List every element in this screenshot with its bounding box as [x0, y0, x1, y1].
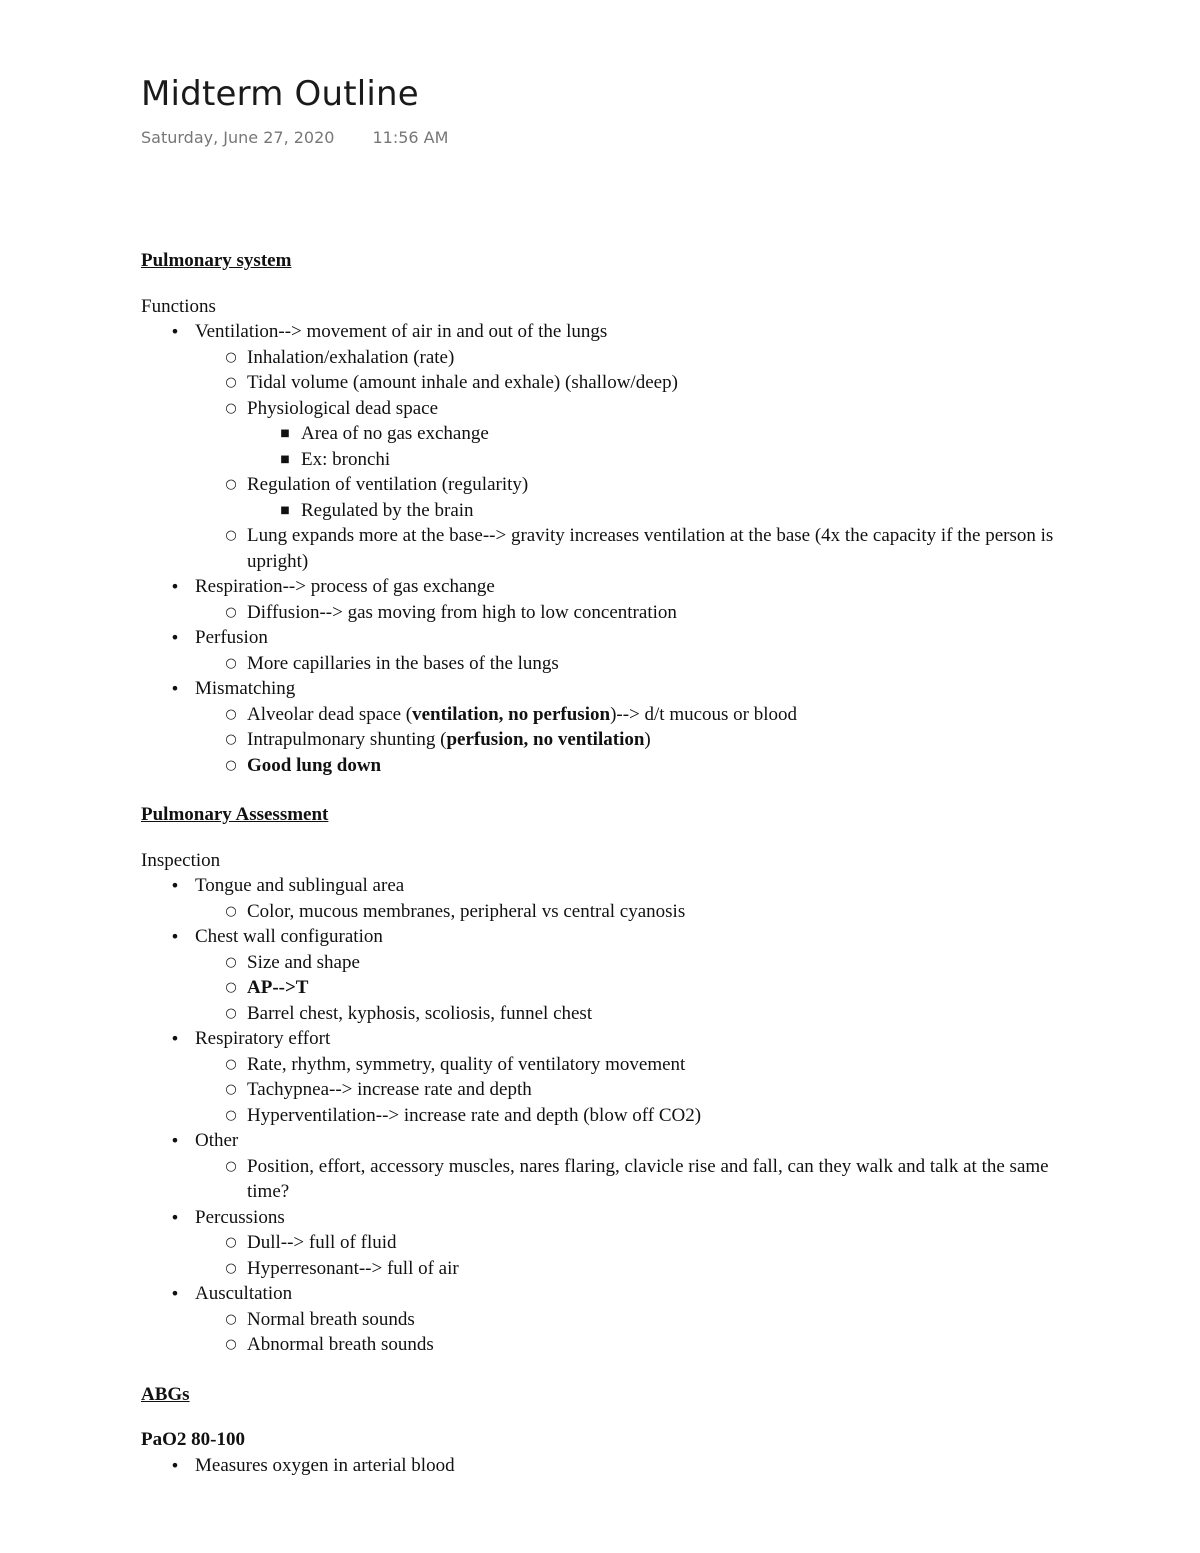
- bullet-disc-icon: •: [170, 1131, 180, 1150]
- list-item: ■ Regulated by the brain: [247, 498, 1081, 524]
- bullet-circle-icon: ○: [225, 349, 237, 365]
- list-item: ○ Hyperventilation--> increase rate and depth (blow off CO2): [195, 1103, 1081, 1129]
- list-item: ○ Tidal volume (amount inhale and exhale) (shallow/deep): [195, 370, 1081, 396]
- functions-label: Functions: [141, 295, 216, 317]
- list-item: • Mismatching ○ Alveolar dead space (ventilation, no perfusion)--> d/t mucous or blood ○ Intrapulmonary shunting (perfusion, no ventilation) ○ Good lung down: [141, 676, 1081, 778]
- list-item: ○ Rate, rhythm, symmetry, quality of ventilatory movement: [195, 1052, 1081, 1078]
- note-date: Saturday, June 27, 2020: [141, 128, 335, 147]
- bullet-circle-icon: ○: [225, 1056, 237, 1072]
- list-item: ○ Physiological dead space ■ Area of no gas exchange ■ Ex: bronchi: [195, 396, 1081, 473]
- list-item: • Perfusion ○ More capillaries in the bases of the lungs: [141, 625, 1081, 676]
- bullet-circle-icon: ○: [225, 1235, 237, 1250]
- list-item: ○ Inhalation/exhalation (rate): [195, 345, 1081, 371]
- list-item: ○ Position, effort, accessory muscles, nares flaring, clavicle rise and fall, can they walk and talk at the same time?: [195, 1154, 1081, 1205]
- bullet-circle-icon: ○: [225, 757, 237, 773]
- bullet-circle-icon: ○: [225, 604, 237, 620]
- bullet-circle-icon: ○: [225, 400, 237, 416]
- bullet-circle-icon: ○: [225, 1082, 237, 1097]
- functions-list: [141, 319, 1081, 778]
- bullet-disc-icon: •: [170, 1455, 180, 1475]
- note-timestamp: [141, 128, 448, 147]
- bullet-disc-icon: •: [170, 927, 180, 946]
- bullet-disc-icon: •: [170, 628, 180, 647]
- section-heading-pulmonary-system: Pulmonary system: [141, 250, 292, 271]
- list-item: ○ More capillaries in the bases of the lungs: [195, 651, 1081, 677]
- bullet-circle-icon: ○: [225, 1158, 237, 1174]
- list-item: • Respiratory effort ○ Rate, rhythm, symmetry, quality of ventilatory movement ○ Tachypnea--> increase rate and depth ○ Hyperventilation--> increase rate and depth (blow off CO2): [141, 1026, 1081, 1128]
- pao2-list: [141, 1453, 1081, 1479]
- page-title: Midterm Outline: [141, 74, 419, 114]
- bullet-circle-icon: ○: [225, 903, 237, 919]
- bullet-disc-icon: •: [170, 679, 180, 698]
- bullet-circle-icon: ○: [225, 528, 237, 543]
- bullet-disc-icon: •: [170, 1207, 180, 1227]
- list-item: ○ Color, mucous membranes, peripheral vs central cyanosis: [195, 899, 1081, 925]
- bullet-circle-icon: ○: [225, 980, 237, 995]
- section-heading-abgs: ABGs: [141, 1383, 190, 1405]
- bullet-disc-icon: •: [170, 1284, 180, 1303]
- bullet-circle-icon: ○: [225, 1107, 237, 1123]
- list-item: • Ventilation--> movement of air in and out of the lungs ○ Inhalation/exhalation (rate) ○ Tidal volume (amount inhale and exhale) (shallow/deep) ○ Physiological dead space ■ Area of no gas exchange ■ Ex: bronchi ○ Regulation of ventilation (regularity) ■ Regulated by the brain ○ Lung expands more at the base--> gravity increases ventilation at the base (4x the capacity if the person is upright): [141, 319, 1081, 574]
- list-item: ■ Area of no gas exchange: [247, 421, 1081, 447]
- bullet-disc-icon: •: [170, 1029, 180, 1048]
- pao2-heading: PaO2 80-100: [141, 1429, 245, 1450]
- list-item: ○ Good lung down: [195, 753, 1081, 779]
- list-item: • Other ○ Position, effort, accessory muscles, nares flaring, clavicle rise and fall, can they walk and talk at the same time?: [141, 1128, 1081, 1205]
- list-item: ○ Intrapulmonary shunting (perfusion, no ventilation): [195, 727, 1081, 753]
- bullet-circle-icon: ○: [225, 655, 237, 671]
- list-item: • Percussions ○ Dull--> full of fluid ○ Hyperresonant--> full of air: [141, 1205, 1081, 1282]
- list-item: • Tongue and sublingual area ○ Color, mucous membranes, peripheral vs central cyanosis: [141, 873, 1081, 924]
- bullet-circle-icon: ○: [225, 375, 237, 390]
- section-heading-pulmonary-assessment: Pulmonary Assessment: [141, 804, 329, 825]
- bullet-square-icon: ■: [280, 428, 290, 439]
- list-item: • Respiration--> process of gas exchange ○ Diffusion--> gas moving from high to low concentration: [141, 574, 1081, 625]
- bullet-circle-icon: ○: [225, 706, 237, 722]
- note-body: [141, 248, 1081, 1478]
- list-item: ○ Normal breath sounds: [195, 1307, 1081, 1333]
- list-item: ○ Diffusion--> gas moving from high to low concentration: [195, 600, 1081, 626]
- inspection-label: Inspection: [141, 849, 221, 871]
- bullet-circle-icon: ○: [225, 1337, 237, 1352]
- list-item: ■ Ex: bronchi: [247, 447, 1081, 473]
- inspection-list: [141, 873, 1081, 1358]
- bullet-circle-icon: ○: [225, 477, 237, 492]
- list-item: ○ Barrel chest, kyphosis, scoliosis, funnel chest: [195, 1001, 1081, 1027]
- bullet-square-icon: ■: [280, 453, 290, 465]
- bullet-circle-icon: ○: [225, 732, 237, 747]
- list-item: ○ Dull--> full of fluid: [195, 1230, 1081, 1256]
- list-item: ○ Size and shape: [195, 950, 1081, 976]
- bullet-circle-icon: ○: [225, 1005, 237, 1021]
- bullet-disc-icon: •: [170, 577, 180, 596]
- list-item: ○ Alveolar dead space (ventilation, no perfusion)--> d/t mucous or blood: [195, 702, 1081, 728]
- bullet-circle-icon: ○: [225, 1311, 237, 1327]
- bullet-disc-icon: •: [170, 876, 180, 895]
- list-item: • Auscultation ○ Normal breath sounds ○ Abnormal breath sounds: [141, 1281, 1081, 1358]
- list-item: ○ Hyperresonant--> full of air: [195, 1256, 1081, 1282]
- list-item: • Chest wall configuration ○ Size and shape ○ AP-->T ○ Barrel chest, kyphosis, scoliosis, funnel chest: [141, 924, 1081, 1026]
- bullet-circle-icon: ○: [225, 1260, 237, 1276]
- list-item: ○ Abnormal breath sounds: [195, 1332, 1081, 1358]
- note-time: 11:56 AM: [372, 128, 449, 147]
- list-item: ○ Lung expands more at the base--> gravity increases ventilation at the base (4x the capacity if the person is upright): [195, 523, 1081, 574]
- list-item: ○ AP-->T: [195, 975, 1081, 1001]
- bullet-circle-icon: ○: [225, 954, 237, 970]
- list-item: ○ Tachypnea--> increase rate and depth: [195, 1077, 1081, 1103]
- bullet-square-icon: ■: [280, 504, 290, 516]
- list-item: ○ Regulation of ventilation (regularity) ■ Regulated by the brain: [195, 472, 1081, 523]
- bullet-disc-icon: •: [170, 322, 180, 341]
- list-item: • Measures oxygen in arterial blood: [141, 1453, 1081, 1479]
